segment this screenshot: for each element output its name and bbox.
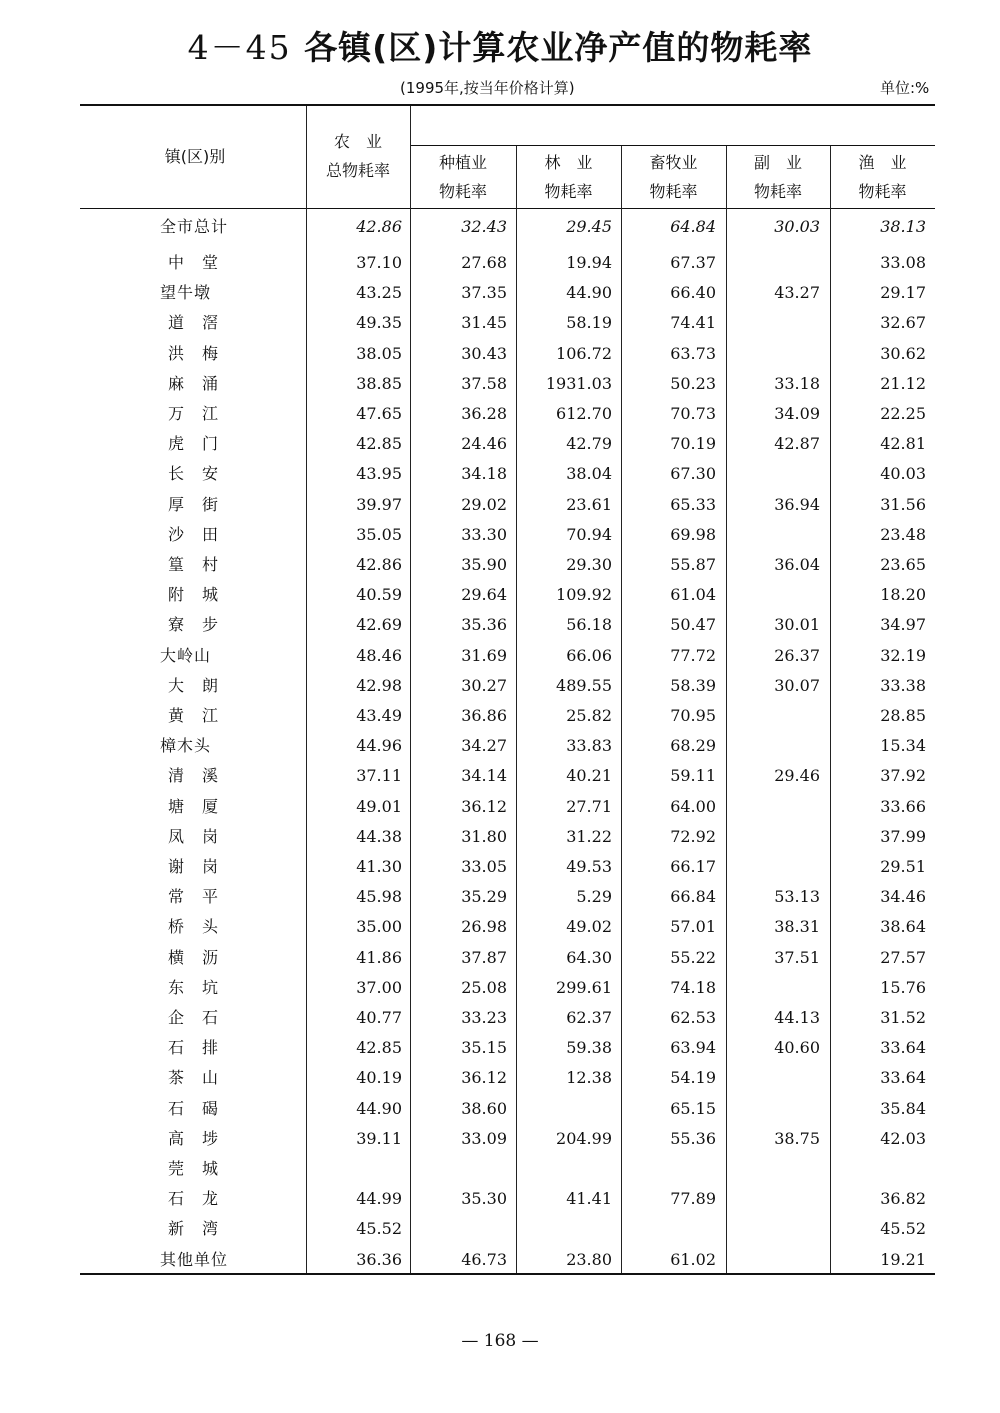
cell-livestock: 66.84 <box>670 887 716 907</box>
cell-agri: 37.00 <box>356 977 402 997</box>
cell-livestock: 66.40 <box>670 283 716 303</box>
cell-crop: 36.28 <box>461 404 507 423</box>
row-name: 全市总计 <box>160 217 229 236</box>
header-livestock-line1: 畜牧业 <box>649 153 698 172</box>
cell-crop: 37.35 <box>461 283 507 303</box>
cell-livestock: 77.89 <box>670 1189 716 1209</box>
cell-sideline: 38.75 <box>774 1128 820 1148</box>
cell-livestock: 65.15 <box>670 1098 716 1118</box>
cell-forest: 40.21 <box>566 766 612 786</box>
cell-crop: 27.68 <box>461 253 507 272</box>
cell-crop: 36.12 <box>461 796 507 816</box>
cell-livestock: 55.87 <box>670 555 716 574</box>
cell-fishery: 23.65 <box>880 555 926 574</box>
cell-fishery: 32.67 <box>880 313 926 333</box>
cell-crop: 30.27 <box>461 675 507 695</box>
cell-livestock: 61.02 <box>670 1249 716 1269</box>
cell-fishery: 33.64 <box>880 1068 926 1088</box>
cell-sideline: 30.01 <box>774 615 820 635</box>
header-bottom-rule <box>80 208 935 209</box>
cell-agri: 42.85 <box>356 434 402 454</box>
table-subtitle: (1995年,按当年价格计算) <box>400 79 575 97</box>
cell-livestock: 55.22 <box>670 947 716 967</box>
cell-fishery: 45.52 <box>880 1219 926 1239</box>
cell-sideline <box>720 977 820 999</box>
cell-sideline: 44.13 <box>774 1008 820 1027</box>
cell-sideline <box>720 1067 820 1089</box>
cell-agri: 45.52 <box>356 1219 402 1239</box>
cell-forest: 66.06 <box>566 645 612 665</box>
cell-forest: 106.72 <box>556 343 612 363</box>
cell-sideline: 30.07 <box>774 675 820 695</box>
subheader-rule <box>410 145 935 146</box>
cell-fishery: 33.38 <box>880 675 926 695</box>
cell-fishery: 38.64 <box>880 917 926 937</box>
cell-sideline <box>720 1218 820 1240</box>
cell-livestock: 70.95 <box>670 706 716 725</box>
cell-crop: 26.98 <box>461 917 507 937</box>
cell-livestock: 77.72 <box>670 645 716 665</box>
row-name: 望牛墩 <box>160 283 212 303</box>
cell-livestock <box>616 1158 716 1180</box>
cell-agri: 35.00 <box>356 917 402 937</box>
header-crop-line1: 种植业 <box>438 153 487 172</box>
cell-crop: 31.45 <box>461 313 507 333</box>
cell-livestock: 70.19 <box>670 434 716 454</box>
cell-livestock: 74.18 <box>670 977 716 997</box>
cell-livestock: 55.36 <box>670 1128 716 1148</box>
row-name: 大岭山 <box>160 645 212 665</box>
cell-sideline: 26.37 <box>774 645 820 665</box>
cell-livestock: 54.19 <box>670 1068 716 1088</box>
cell-crop: 35.30 <box>461 1189 507 1209</box>
cell-livestock: 62.53 <box>670 1008 716 1027</box>
row-name: 清溪 <box>168 766 237 786</box>
cell-forest <box>512 1098 612 1120</box>
cell-forest: 41.41 <box>566 1189 612 1209</box>
cell-livestock: 63.73 <box>670 343 716 363</box>
row-name: 长安 <box>168 464 237 484</box>
cell-agri: 38.05 <box>356 343 402 363</box>
cell-livestock: 68.29 <box>670 736 716 756</box>
cell-forest: 42.79 <box>566 434 612 454</box>
cell-forest: 31.22 <box>566 826 612 846</box>
cell-fishery: 19.21 <box>880 1249 926 1269</box>
cell-crop: 36.12 <box>461 1068 507 1088</box>
row-name: 横沥 <box>168 947 237 967</box>
cell-forest: 58.19 <box>566 313 612 333</box>
cell-agri: 40.59 <box>356 585 402 605</box>
cell-forest: 25.82 <box>566 706 612 725</box>
cell-livestock <box>616 1218 716 1240</box>
row-name: 谢岗 <box>168 857 237 876</box>
cell-fishery: 31.52 <box>880 1008 926 1027</box>
cell-forest: 1931.03 <box>545 373 612 393</box>
cell-agri: 42.86 <box>356 217 402 236</box>
cell-crop: 29.02 <box>461 494 507 514</box>
cell-crop: 35.36 <box>461 615 507 635</box>
cell-livestock: 67.37 <box>670 253 716 272</box>
cell-fishery: 30.62 <box>880 343 926 363</box>
cell-livestock: 59.11 <box>670 766 716 786</box>
cell-livestock: 65.33 <box>670 494 716 514</box>
row-name: 麻涌 <box>168 373 237 393</box>
cell-crop: 37.58 <box>461 373 507 393</box>
cell-fishery: 22.25 <box>880 404 926 423</box>
cell-agri: 39.11 <box>356 1128 402 1148</box>
cell-agri: 43.95 <box>356 464 402 484</box>
cell-forest: 12.38 <box>566 1068 612 1088</box>
cell-agri: 44.90 <box>356 1098 402 1118</box>
cell-sideline <box>720 826 820 848</box>
cell-sideline <box>720 524 820 546</box>
cell-sideline: 36.04 <box>774 555 820 574</box>
cell-crop: 33.30 <box>461 524 507 544</box>
cell-forest: 56.18 <box>566 615 612 635</box>
cell-sideline: 36.94 <box>774 494 820 514</box>
cell-agri: 40.77 <box>356 1008 402 1027</box>
cell-agri: 35.05 <box>356 524 402 544</box>
cell-sideline: 42.87 <box>774 434 820 454</box>
header-sideline-line1: 副 业 <box>753 153 802 172</box>
header-agri-line1: 农 业 <box>333 132 382 151</box>
cell-agri: 42.98 <box>356 675 402 695</box>
cell-fishery: 34.46 <box>880 887 926 907</box>
cell-fishery: 34.97 <box>880 615 926 635</box>
row-name: 莞城 <box>168 1159 237 1178</box>
cell-agri: 39.97 <box>356 494 402 514</box>
row-name: 茶山 <box>168 1068 237 1088</box>
cell-sideline: 37.51 <box>774 947 820 967</box>
cell-fishery: 42.03 <box>880 1128 926 1148</box>
cell-agri: 43.25 <box>356 283 402 303</box>
cell-forest: 29.45 <box>566 217 612 236</box>
cell-crop: 25.08 <box>461 977 507 997</box>
cell-crop: 34.27 <box>461 736 507 756</box>
cell-forest: 62.37 <box>566 1008 612 1027</box>
cell-agri: 37.10 <box>356 253 402 272</box>
cell-crop: 31.80 <box>461 826 507 846</box>
cell-sideline <box>720 796 820 818</box>
cell-fishery: 42.81 <box>880 434 926 454</box>
cell-crop: 33.05 <box>461 857 507 876</box>
cell-livestock: 66.17 <box>670 857 716 876</box>
row-name: 石龙 <box>168 1189 237 1209</box>
header-fishery-line2: 物耗率 <box>858 182 907 201</box>
cell-forest: 23.80 <box>566 1249 612 1269</box>
cell-sideline <box>720 343 820 365</box>
cell-fishery: 29.51 <box>880 857 926 876</box>
cell-crop: 33.09 <box>461 1128 507 1148</box>
cell-sideline <box>720 705 820 727</box>
cell-forest: 29.30 <box>566 555 612 574</box>
cell-agri: 48.46 <box>356 645 402 665</box>
header-sideline-line2: 物耗率 <box>753 182 802 201</box>
cell-forest: 19.94 <box>566 253 612 272</box>
cell-agri: 41.30 <box>356 857 402 876</box>
cell-sideline <box>720 1098 820 1120</box>
cell-livestock: 64.00 <box>670 796 716 816</box>
cell-sideline <box>720 1158 820 1180</box>
cell-fishery: 33.64 <box>880 1038 926 1058</box>
cell-forest: 59.38 <box>566 1038 612 1058</box>
cell-livestock: 57.01 <box>670 917 716 937</box>
row-name: 中堂 <box>168 253 237 272</box>
cell-livestock: 70.73 <box>670 404 716 423</box>
cell-agri <box>302 1158 402 1180</box>
cell-crop: 34.14 <box>461 766 507 786</box>
row-name: 篁村 <box>168 555 237 574</box>
cell-forest: 49.02 <box>566 917 612 937</box>
bottom-rule <box>80 1273 935 1275</box>
cell-fishery: 33.08 <box>880 253 926 272</box>
table-number: 4－45 <box>187 28 292 67</box>
cell-forest: 70.94 <box>566 524 612 544</box>
row-name: 樟木头 <box>160 736 212 756</box>
cell-fishery: 21.12 <box>880 373 926 393</box>
cell-agri: 37.11 <box>356 766 402 786</box>
cell-crop: 35.90 <box>461 555 507 574</box>
cell-sideline <box>720 252 820 274</box>
cell-fishery: 35.84 <box>880 1098 926 1118</box>
cell-crop: 33.23 <box>461 1008 507 1027</box>
header-forest-line2: 物耗率 <box>544 182 593 201</box>
cell-fishery: 32.19 <box>880 645 926 665</box>
cell-crop: 31.69 <box>461 645 507 665</box>
cell-fishery: 28.85 <box>880 706 926 725</box>
cell-sideline <box>720 1249 820 1271</box>
cell-livestock: 67.30 <box>670 464 716 484</box>
table-title-text: 各镇(区)计算农业净产值的物耗率 <box>304 28 813 67</box>
row-name: 企石 <box>168 1008 237 1027</box>
row-name: 高埗 <box>168 1128 237 1148</box>
cell-forest: 612.70 <box>556 404 612 423</box>
cell-fishery: 29.17 <box>880 283 926 303</box>
cell-crop: 38.60 <box>461 1098 507 1118</box>
cell-agri: 36.36 <box>356 1249 402 1269</box>
row-name: 寮步 <box>168 615 237 635</box>
cell-fishery: 37.92 <box>880 766 926 786</box>
cell-forest: 33.83 <box>566 736 612 756</box>
unit-label: 单位:% <box>880 79 930 97</box>
header-fishery-line1: 渔 业 <box>858 153 907 172</box>
cell-sideline <box>720 856 820 878</box>
cell-forest <box>512 1218 612 1240</box>
cell-sideline: 43.27 <box>774 283 820 303</box>
cell-agri: 42.86 <box>356 555 402 574</box>
cell-agri: 42.85 <box>356 1038 402 1058</box>
cell-forest: 5.29 <box>576 887 612 907</box>
cell-livestock: 63.94 <box>670 1038 716 1058</box>
cell-crop <box>407 1158 507 1180</box>
cell-sideline: 40.60 <box>774 1038 820 1058</box>
cell-sideline: 30.03 <box>774 217 820 236</box>
cell-sideline: 29.46 <box>774 766 820 786</box>
cell-fishery: 31.56 <box>880 494 926 514</box>
cell-crop: 46.73 <box>461 1249 507 1269</box>
row-name: 凤岗 <box>168 826 237 846</box>
cell-fishery: 37.99 <box>880 826 926 846</box>
cell-livestock: 58.39 <box>670 675 716 695</box>
cell-sideline <box>720 735 820 757</box>
cell-livestock: 50.23 <box>670 373 716 393</box>
cell-fishery: 40.03 <box>880 464 926 484</box>
row-name: 石碣 <box>168 1098 237 1118</box>
header-forest-line1: 林 业 <box>544 153 593 172</box>
cell-fishery: 15.76 <box>880 977 926 997</box>
cell-fishery: 36.82 <box>880 1189 926 1209</box>
cell-forest <box>512 1158 612 1180</box>
cell-sideline <box>720 1188 820 1210</box>
cell-sideline: 33.18 <box>774 373 820 393</box>
cell-crop: 35.29 <box>461 887 507 907</box>
cell-crop: 36.86 <box>461 706 507 725</box>
row-name: 万江 <box>168 404 237 423</box>
cell-fishery <box>826 1158 926 1180</box>
row-name: 塘厦 <box>168 796 237 816</box>
cell-fishery: 18.20 <box>880 585 926 605</box>
cell-fishery: 23.48 <box>880 524 926 544</box>
cell-crop: 34.18 <box>461 464 507 484</box>
cell-agri: 49.01 <box>356 796 402 816</box>
cell-forest: 299.61 <box>556 977 612 997</box>
cell-sideline <box>720 463 820 485</box>
cell-forest: 27.71 <box>566 796 612 816</box>
cell-forest: 23.61 <box>566 494 612 514</box>
cell-agri: 44.38 <box>356 826 402 846</box>
cell-sideline: 34.09 <box>774 404 820 423</box>
cell-agri: 44.96 <box>356 736 402 756</box>
cell-forest: 49.53 <box>566 857 612 876</box>
row-name: 大朗 <box>168 675 237 695</box>
cell-agri: 44.99 <box>356 1189 402 1209</box>
cell-forest: 109.92 <box>556 585 612 605</box>
cell-agri: 49.35 <box>356 313 402 333</box>
cell-crop: 30.43 <box>461 343 507 363</box>
cell-livestock: 72.92 <box>670 826 716 846</box>
row-name: 新湾 <box>168 1219 237 1239</box>
cell-livestock: 64.84 <box>670 217 716 236</box>
cell-forest: 204.99 <box>556 1128 612 1148</box>
cell-agri: 47.65 <box>356 404 402 423</box>
cell-forest: 489.55 <box>556 675 612 695</box>
page-title <box>0 22 1000 69</box>
cell-sideline <box>720 584 820 606</box>
cell-sideline <box>720 312 820 334</box>
cell-forest: 44.90 <box>566 283 612 303</box>
cell-agri: 38.85 <box>356 373 402 393</box>
row-name: 常平 <box>168 887 237 907</box>
row-name: 桥头 <box>168 917 237 937</box>
row-name: 虎门 <box>168 434 237 454</box>
row-name: 黄江 <box>168 706 237 725</box>
cell-fishery: 15.34 <box>880 736 926 756</box>
row-name: 石排 <box>168 1038 237 1058</box>
row-name: 洪梅 <box>168 343 237 363</box>
cell-crop: 37.87 <box>461 947 507 967</box>
cell-livestock: 50.47 <box>670 615 716 635</box>
header-livestock-line2: 物耗率 <box>649 182 698 201</box>
cell-agri: 41.86 <box>356 947 402 967</box>
cell-livestock: 61.04 <box>670 585 716 605</box>
cell-fishery: 33.66 <box>880 796 926 816</box>
top-rule <box>80 104 935 106</box>
row-name: 道滘 <box>168 313 237 333</box>
cell-forest: 38.04 <box>566 464 612 484</box>
row-name: 东坑 <box>168 977 237 997</box>
cell-crop: 32.43 <box>461 217 507 236</box>
header-agri-line2: 总物耗率 <box>325 161 390 180</box>
cell-forest: 64.30 <box>566 947 612 967</box>
cell-agri: 40.19 <box>356 1068 402 1088</box>
cell-agri: 42.69 <box>356 615 402 635</box>
cell-livestock: 74.41 <box>670 313 716 333</box>
row-name: 其他单位 <box>160 1249 229 1269</box>
cell-crop: 24.46 <box>461 434 507 454</box>
row-name: 附城 <box>168 585 237 605</box>
cell-sideline: 53.13 <box>774 887 820 907</box>
header-region: 镇(区)别 <box>164 147 226 166</box>
cell-crop: 35.15 <box>461 1038 507 1058</box>
cell-fishery: 27.57 <box>880 947 926 967</box>
cell-sideline: 38.31 <box>774 917 820 937</box>
cell-livestock: 69.98 <box>670 524 716 544</box>
row-name: 沙田 <box>168 524 237 544</box>
header-crop-line2: 物耗率 <box>438 182 487 201</box>
row-name: 厚街 <box>168 494 237 514</box>
cell-agri: 45.98 <box>356 887 402 907</box>
page-number: — 168 — <box>461 1331 539 1351</box>
cell-agri: 43.49 <box>356 706 402 725</box>
cell-crop <box>407 1218 507 1240</box>
cell-crop: 29.64 <box>461 585 507 605</box>
cell-fishery: 38.13 <box>880 217 926 236</box>
